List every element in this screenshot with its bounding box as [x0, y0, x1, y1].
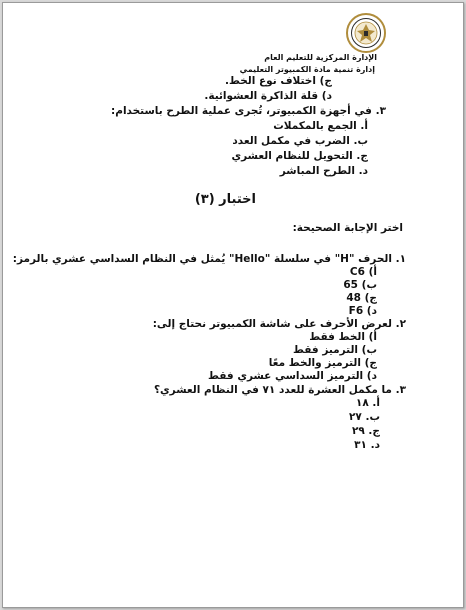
- q3-option-c: ج. ٢٩: [351, 425, 380, 437]
- header-line-1: الإدارة المركزية للتعليم العام: [264, 53, 377, 62]
- question-2: ٢. لعرض الأحرف على شاشة الكمبيوتر نحتاج إلى:: [152, 318, 406, 330]
- q2-option-b: ب) الترميز فقط: [292, 344, 377, 356]
- q2-option-a: أ) الخط فقط: [309, 331, 377, 343]
- quiz-title: اختبار (٣): [194, 192, 256, 207]
- instruction-text: اختر الإجابة الصحيحة:: [292, 222, 403, 234]
- q1-option-d: د) F6: [348, 305, 377, 317]
- q2-option-d: د) الترميز السداسي عشري فقط: [207, 370, 377, 382]
- q1-option-a: أ) C6: [349, 266, 377, 278]
- option-c-convert-decimal: ج. التحويل للنظام العشري: [231, 150, 368, 162]
- question-1: ١. الحرف "H" في سلسلة "Hello" يُمثل في النظام السداسي عشري بالرمز:: [12, 253, 406, 265]
- q3-option-b: ب. ٢٧: [348, 411, 380, 423]
- q2-option-c: ج) الترميز والخط معًا: [268, 357, 377, 369]
- option-b-multiply-complement: ب. الضرب في مكمل العدد: [232, 135, 368, 147]
- question-subtraction: ٣. في أجهزة الكمبيوتر، تُجرى عملية الطرح باستخدام:: [111, 105, 386, 117]
- q3-option-a: أ. ١٨: [355, 397, 380, 409]
- option-c-font-type: ج) اختلاف نوع الخط.: [225, 75, 332, 87]
- document-page: [2, 2, 464, 608]
- ministry-seal-logo: [346, 13, 386, 53]
- header-line-2: إدارة تنمية مادة الكمبيوتر التعليمي: [239, 65, 375, 74]
- option-a-complement-addition: أ. الجمع بالمكملات: [273, 120, 368, 132]
- q3-option-d: د. ٣١: [354, 439, 380, 451]
- q1-option-c: ج) 48: [346, 292, 377, 304]
- option-d-low-ram: د) قلة الذاكرة العشوائية.: [204, 90, 332, 102]
- q1-option-b: ب) 65: [343, 279, 377, 291]
- question-3: ٣. ما مكمل العشرة للعدد ٧١ في النظام العشري؟: [153, 384, 406, 396]
- option-d-direct-subtraction: د. الطرح المباشر: [279, 165, 368, 177]
